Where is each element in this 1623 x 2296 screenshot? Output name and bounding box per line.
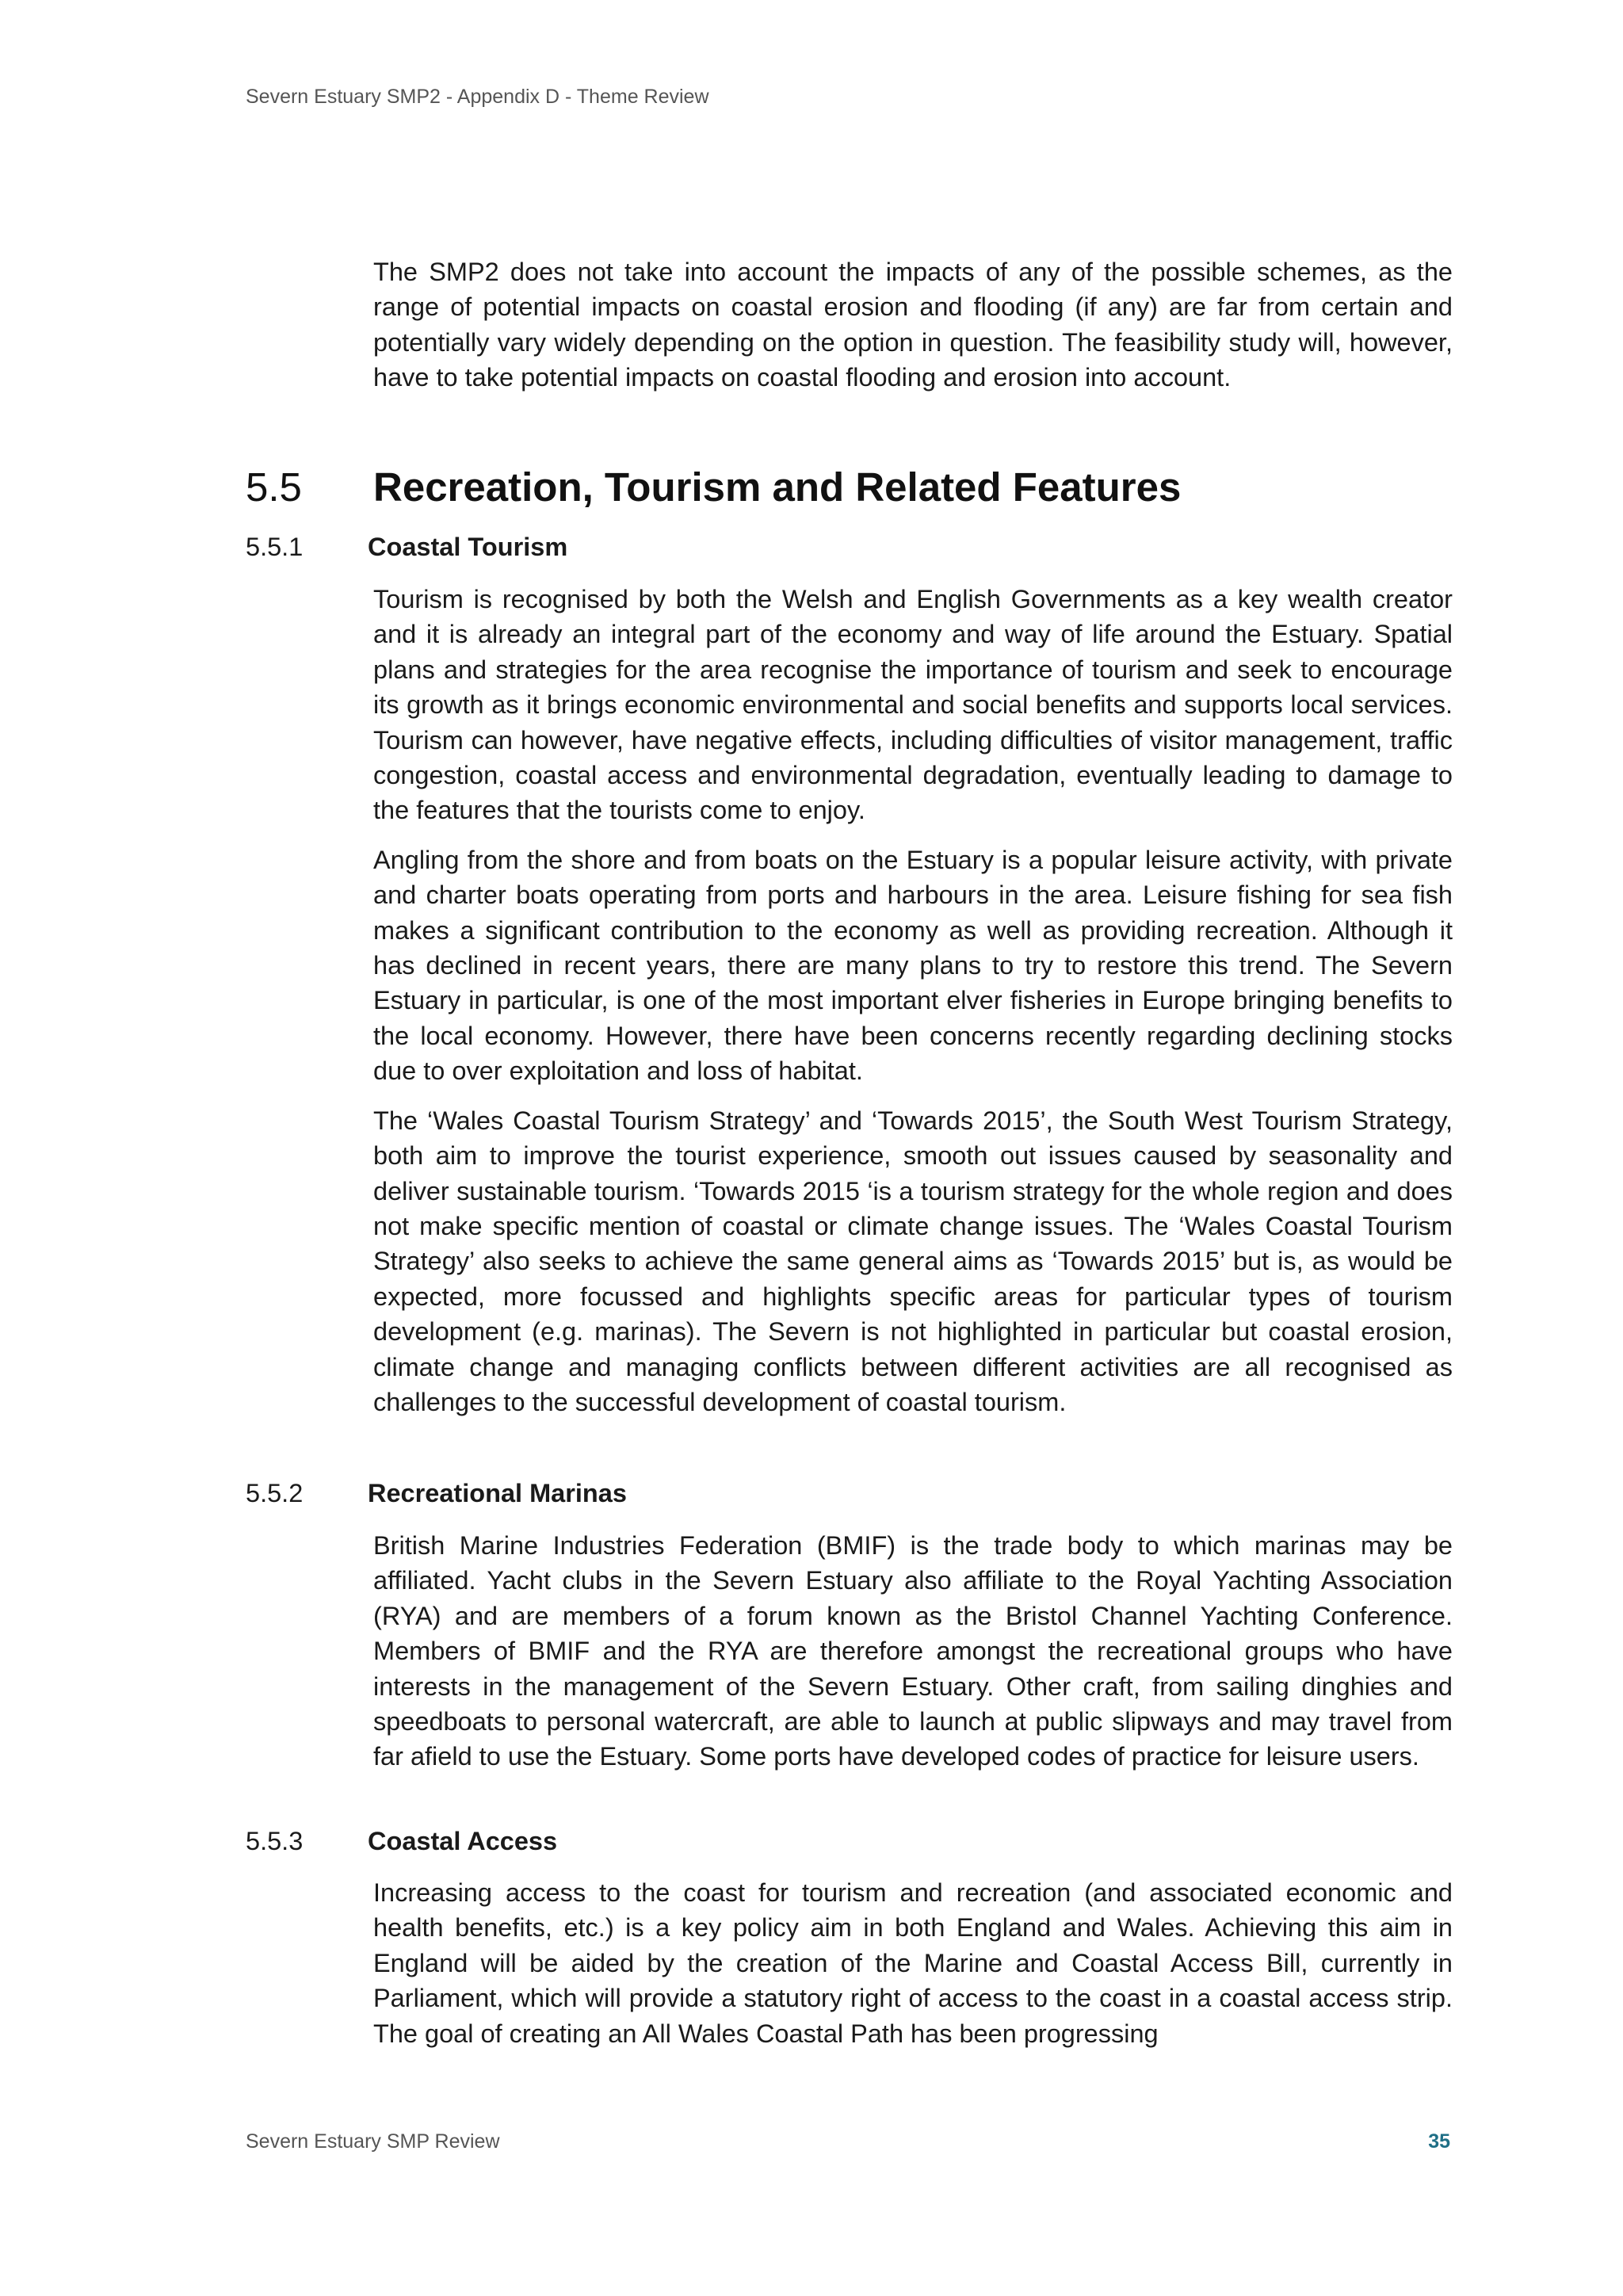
paragraph: Angling from the shore and from boats on the Estuary is a popular leisure activity, with private and charter boats operating from ports and harbours in the area. Leisure fishing for sea fish makes a significant contribution to the economy as well as providing recreation. Although it has declined in recent years, there are many plans to try to restore this trend. The Severn Estuary in particular, is one of the most important elver fisheries in Europe bringing benefits to the local economy. However, there have been concerns recently regarding declining stocks due to over exploitation and loss of habitat. xyxy=(373,845,1453,1086)
subsection-number: 5.5.3 xyxy=(246,1827,304,1855)
subsection-heading-coastal-tourism xyxy=(246,529,567,564)
subsection-heading-coastal-access xyxy=(246,1824,557,1859)
coastal-access-body xyxy=(373,1875,1453,2051)
intro-block xyxy=(373,254,1453,395)
paragraph: Tourism is recognised by both the Welsh and English Governments as a key wealth creator and it is already an integral part of the economy and way of life around the Estuary. Spatial plans and strategies for the area recognise the importance of tourism and seek to encourage its growth as it brings economic environmental and social benefits and supports local services. Tourism can however, have negative effects, including difficulties of visitor management, traffic congestion, coastal access and environmental degradation, eventually leading to damage to the features that the tourists come to enjoy. xyxy=(373,585,1453,825)
subsection-title: Recreational Marinas xyxy=(368,1479,627,1507)
section-number: 5.5 xyxy=(246,464,302,510)
subsection-title: Coastal Tourism xyxy=(368,533,568,561)
subsection-number: 5.5.2 xyxy=(246,1479,304,1507)
subsection-heading-recreational-marinas xyxy=(246,1476,627,1511)
paragraph: Increasing access to the coast for tourism and recreation (and associated economic and health benefits, etc.) is a key policy aim in both England and Wales. Achieving this aim in England will be aided by the creation of the Marine and Coastal Access Bill, currently in Parliament, which will provide a statutory right of access to the coast in a coastal access strip. The goal of creating an All Wales Coastal Path has been progressing xyxy=(373,1878,1453,2048)
intro-paragraph: The SMP2 does not take into account the impacts of any of the possible schemes, as the range of potential impacts on coastal erosion and flooding (if any) are far from certain and potentially vary widely depending on the option in question. The feasibility study will, however, have to take potential impacts on coastal flooding and erosion into account. xyxy=(373,258,1453,392)
paragraph: The ‘Wales Coastal Tourism Strategy’ and ‘Towards 2015’, the South West Tourism Strategy, both aim to improve the tourist experience, smooth out issues caused by seasonality and deliver sustainable tourism. ‘Towards 2015 ‘is a tourism strategy for the whole region and does not make specific mention of coastal or climate change issues. The ‘Wales Coastal Tourism Strategy’ also seeks to achieve the same general aims as ‘Towards 2015’ but is, as would be expected, more focussed and highlights specific areas for particular types of tourism development (e.g. marinas). The Severn is not highlighted in particular but coastal erosion, climate change and managing conflicts between different activities are all recognised as challenges to the successful development of coastal tourism. xyxy=(373,1106,1453,1416)
page-number: 35 xyxy=(1428,2130,1450,2153)
subsection-title: Coastal Access xyxy=(368,1827,558,1855)
footer-document-title: Severn Estuary SMP Review xyxy=(246,2130,500,2153)
coastal-tourism-body xyxy=(373,582,1453,1419)
paragraph: British Marine Industries Federation (BMIF) is the trade body to which marinas may be affiliated. Yacht clubs in the Severn Estuary also affiliate to the Royal Yachting Association (RYA) and are members of a forum known as the Bristol Channel Yachting Conference. Members of BMIF and the RYA are therefore amongst the recreational groups who have interests in the management of the Severn Estuary. Other craft, from sailing dinghies and speedboats to personal watercraft, are able to launch at public slipways and may travel from far afield to use the Estuary. Some ports have developed codes of practice for leisure users. xyxy=(373,1531,1453,1771)
subsection-number: 5.5.1 xyxy=(246,533,304,561)
running-header: Severn Estuary SMP2 - Appendix D - Theme Review xyxy=(246,86,709,108)
recreational-marinas-body xyxy=(373,1528,1453,1775)
section-title: Recreation, Tourism and Related Features xyxy=(373,464,1182,510)
section-heading xyxy=(246,460,1181,515)
